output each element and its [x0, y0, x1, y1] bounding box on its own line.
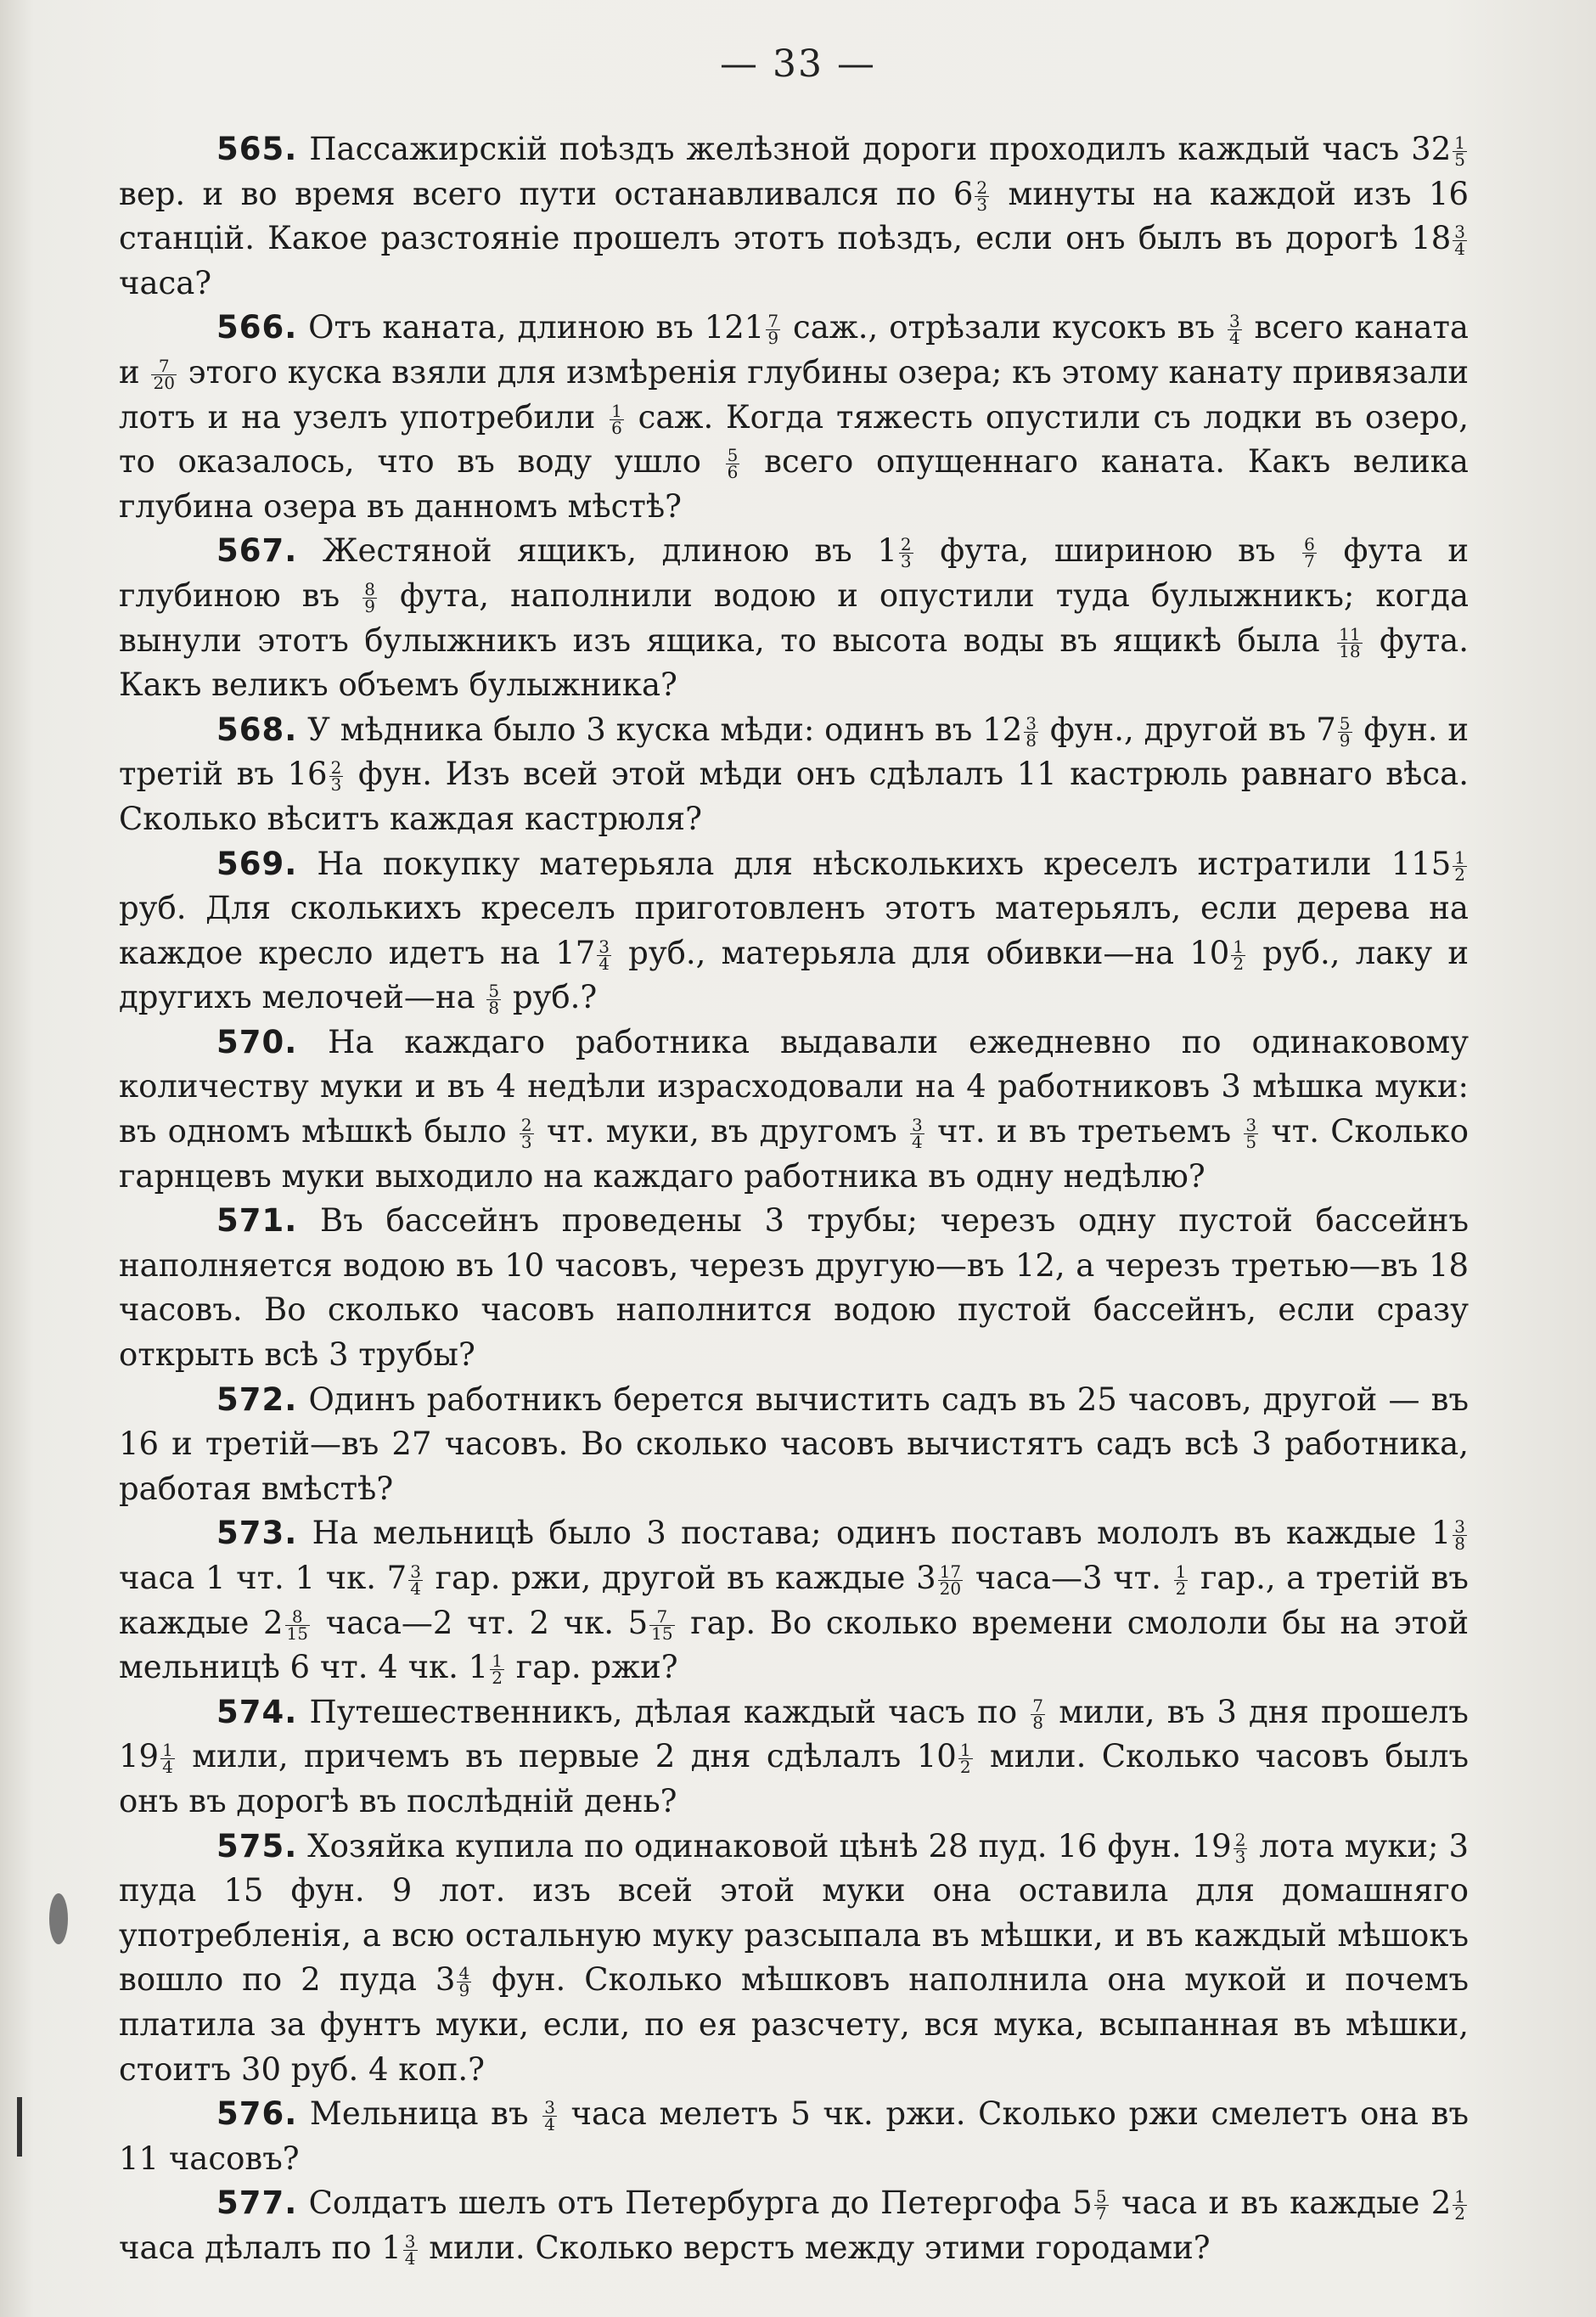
- problem-text: часа?: [119, 264, 212, 301]
- problem-text: фута. Какъ великъ объемъ булыжника?: [119, 621, 1470, 704]
- fraction: [490, 1651, 504, 1689]
- problem-567: [119, 529, 1469, 707]
- problem-text: фута, наполнили водою и опустили туда булыжникъ; когда вынули этотъ булыжникъ изъ ящика, то высота воды въ ящикѣ была: [119, 576, 1470, 659]
- problem-text: часа—3 чт.: [964, 1560, 1172, 1596]
- fraction-denominator: 4: [404, 2247, 416, 2269]
- fraction: [151, 355, 176, 393]
- fraction-numerator: 3: [410, 1561, 421, 1582]
- problem-569: [119, 842, 1469, 1021]
- problem-576: [119, 2092, 1469, 2181]
- fraction: [160, 1740, 175, 1778]
- problem-text: руб.?: [503, 979, 598, 1016]
- problem-text: вер. и во время всего пути останавливался по 6: [119, 175, 974, 212]
- problem-text: гар., а третій въ каждые 2: [119, 1560, 1469, 1641]
- fraction: [520, 1115, 534, 1153]
- problem-text: фута, шириною въ: [914, 532, 1301, 570]
- fraction: [1453, 1516, 1467, 1555]
- problem-text: саж. Когда тяжесть опустили съ лодки въ озеро, то оказалось, что въ воду ушло: [119, 398, 1469, 481]
- problem-number: 574.: [216, 1693, 298, 1730]
- fraction-denominator: 20: [153, 372, 175, 393]
- problem-text: мили. Сколько верстъ между этими городами?: [419, 2229, 1211, 2266]
- fraction: [726, 447, 740, 481]
- fraction-numerator: 3: [1454, 1516, 1465, 1538]
- fraction-denominator: 3: [900, 551, 912, 572]
- fraction-numerator: 6: [1304, 534, 1315, 555]
- fraction-numerator: 5: [1095, 2186, 1107, 2207]
- problem-text: Солдатъ шелъ отъ Петербурга до Петергофа 5: [297, 2185, 1093, 2222]
- problem-number: 576.: [216, 2095, 298, 2133]
- fraction: [649, 1606, 674, 1644]
- fraction-denominator: 9: [1339, 729, 1351, 751]
- problem-575: [119, 1825, 1469, 2093]
- fraction: [1174, 1561, 1189, 1599]
- problem-number: 570.: [216, 1023, 298, 1060]
- problem-text: лота муки; 3 пуда 15 фун. 9 лот. изъ всей этой муки она оставила для домашняго употребленія, а всю остальную муку разсыпала въ мѣшки, и въ каждый мѣшокъ вошло по 2 пуда 3: [119, 1827, 1470, 1999]
- problem-number: 571.: [216, 1202, 298, 1240]
- problem-text: Хозяйка купила по одинаковой цѣнѣ 28 пуд. 16 фун. 19: [297, 1827, 1232, 1864]
- problem-text: Жестяной ящикъ, длиною въ 1: [297, 532, 897, 570]
- fraction-numerator: 8: [364, 578, 375, 599]
- fraction-numerator: 7: [151, 358, 176, 375]
- fraction-denominator: 4: [598, 953, 610, 974]
- fraction-numerator: 1: [611, 400, 622, 421]
- fraction: [403, 2230, 418, 2269]
- problem-text: мили. Сколько часовъ былъ онъ въ дорогѣ въ послѣдній день?: [119, 1738, 1469, 1819]
- problem-number: 567.: [216, 532, 298, 570]
- fraction-numerator: 1: [1454, 132, 1465, 153]
- problem-text: руб. Для сколькихъ креселъ приготовленъ этотъ матерьялъ, если дерева на каждое кресло идетъ на 17: [119, 890, 1469, 971]
- fraction: [1094, 2186, 1109, 2224]
- fraction: [1453, 2186, 1467, 2224]
- fraction-denominator: 4: [410, 1578, 421, 1599]
- problem-565: [119, 127, 1469, 306]
- fraction-denominator: 3: [1234, 1846, 1246, 1867]
- fraction-numerator: 3: [598, 936, 610, 957]
- fraction: [1024, 712, 1038, 751]
- problem-text: минуты на каждой изъ 16 станцій. Какое разстояніе прошелъ этотъ поѣздъ, если онъ былъ въ дорогѣ 18: [119, 175, 1469, 257]
- problems-text: [119, 127, 1469, 2271]
- problem-number: 568.: [216, 711, 298, 748]
- fraction: [1244, 1115, 1258, 1153]
- fraction-denominator: 4: [912, 1132, 923, 1153]
- fraction-denominator: 3: [976, 194, 988, 215]
- fraction-denominator: 15: [651, 1622, 673, 1644]
- fraction-denominator: 15: [286, 1622, 308, 1644]
- fraction: [542, 2097, 557, 2135]
- problem-570: [119, 1021, 1469, 1199]
- fraction: [285, 1606, 310, 1644]
- fraction: [362, 578, 377, 616]
- fraction: [1453, 846, 1467, 885]
- fraction-denominator: 5: [1454, 149, 1465, 170]
- problem-text: часа 1 чт. 1 чк. 7: [119, 1560, 407, 1596]
- problem-text: чт. муки, въ другомъ: [535, 1113, 909, 1150]
- fraction: [457, 1963, 471, 2001]
- fraction-numerator: 7: [1032, 1695, 1044, 1716]
- fraction-numerator: 1: [162, 1740, 173, 1761]
- fraction-numerator: 2: [900, 534, 912, 555]
- fraction-denominator: 20: [939, 1578, 962, 1599]
- fraction-denominator: 6: [727, 462, 739, 483]
- problem-text: фута и глубиною въ: [119, 532, 1469, 614]
- fraction-numerator: 3: [1454, 222, 1465, 243]
- fraction-denominator: 8: [488, 998, 500, 1019]
- problem-number: 575.: [216, 1827, 298, 1864]
- fraction-numerator: 1: [1454, 846, 1465, 868]
- fraction: [1453, 222, 1467, 260]
- fraction-numerator: 2: [330, 757, 342, 779]
- problem-text: гар. Во сколько времени смололи бы на этой мельницѣ 6 чт. 4 чк. 1: [119, 1604, 1469, 1686]
- fraction-denominator: 4: [1454, 239, 1465, 260]
- problem-text: Путешественникъ, дѣлая каждый часъ по: [297, 1693, 1030, 1730]
- fraction-denominator: 18: [1339, 640, 1361, 661]
- problem-text: всего опущеннаго каната. Какъ велика глубина озера въ данномъ мѣстѣ?: [119, 443, 1469, 525]
- problem-text: чт. и въ третьемъ: [925, 1113, 1243, 1150]
- fraction-denominator: 5: [1245, 1132, 1257, 1153]
- fraction: [1337, 623, 1362, 661]
- fraction-denominator: 2: [1454, 863, 1465, 885]
- fraction-denominator: 4: [1228, 328, 1240, 349]
- problem-text: На покупку матерьяла для нѣсколькихъ креселъ истратили 115: [297, 845, 1452, 882]
- fraction: [597, 936, 611, 974]
- fraction-numerator: 5: [727, 445, 739, 466]
- fraction-numerator: 3: [544, 2097, 555, 2118]
- problem-text: На мельницѣ было 3 постава; одинъ поставъ мололъ въ каждые 1: [297, 1515, 1452, 1552]
- problem-text: Отъ каната, длиною въ 121: [297, 309, 765, 346]
- fraction-denominator: 8: [1026, 729, 1037, 751]
- problem-573: [119, 1511, 1469, 1690]
- fraction-denominator: 7: [1304, 551, 1315, 572]
- fraction-numerator: 17: [939, 1561, 962, 1582]
- problem-571: [119, 1199, 1469, 1377]
- problem-text: руб., лаку и другихъ мелочей—на: [119, 934, 1470, 1016]
- problem-text: часа мелетъ 5 чк. ржи. Сколько ржи смелетъ она въ 11 часовъ?: [119, 2095, 1470, 2177]
- fraction: [1338, 712, 1352, 751]
- problem-566: [119, 306, 1469, 529]
- fraction-numerator: 1: [492, 1651, 503, 1672]
- fraction-numerator: 2: [1234, 1829, 1246, 1850]
- problem-text: часа и въ каждые 2: [1110, 2185, 1452, 2222]
- fraction-denominator: 3: [330, 774, 342, 796]
- problem-text: Мельница въ: [297, 2095, 542, 2133]
- fraction-numerator: 5: [1339, 712, 1351, 734]
- problem-text: гар. ржи, другой въ каждые 3: [424, 1560, 936, 1596]
- fraction-denominator: 2: [1175, 1578, 1187, 1599]
- fraction: [958, 1740, 973, 1778]
- fraction: [938, 1561, 963, 1599]
- fraction: [975, 177, 989, 215]
- fraction-numerator: 11: [1339, 623, 1361, 644]
- fraction-numerator: 3: [1026, 712, 1037, 734]
- fraction: [610, 400, 624, 438]
- fraction: [1453, 132, 1467, 170]
- fraction-denominator: 3: [520, 1132, 532, 1153]
- fraction-numerator: 1: [959, 1740, 971, 1761]
- fraction-denominator: 8: [1032, 1712, 1044, 1733]
- fraction-numerator: 1: [1454, 2186, 1466, 2207]
- fraction-numerator: 8: [285, 1609, 310, 1626]
- problem-text: Въ бассейнъ проведены 3 трубы; черезъ одну пустой бассейнъ наполняется водою въ 10 часовъ, черезъ другую—въ 12, а черезъ третью—въ 18 часовъ. Во сколько часовъ наполнится водою пустой бассейнъ, если сразу открыть всѣ 3 трубы?: [119, 1202, 1469, 1374]
- problem-number: 569.: [216, 845, 298, 882]
- fraction-numerator: 3: [1245, 1115, 1257, 1136]
- fraction-denominator: 9: [458, 1980, 470, 2001]
- problem-text: мили, причемъ въ первые 2 дня сдѣлалъ 10: [176, 1738, 957, 1775]
- fraction-numerator: 3: [404, 2230, 416, 2252]
- fraction-numerator: 4: [458, 1963, 470, 1984]
- fraction-denominator: 9: [364, 595, 375, 616]
- fraction: [1231, 936, 1245, 974]
- margin-mark: [49, 1893, 68, 1944]
- problem-number: 572.: [216, 1381, 298, 1418]
- problem-577: [119, 2181, 1469, 2270]
- problem-text: фун. и третій въ 16: [119, 711, 1470, 793]
- fraction: [1031, 1695, 1045, 1733]
- problem-text: фун., другой въ 7: [1039, 711, 1336, 748]
- fraction: [1228, 311, 1242, 349]
- problem-text: гар. ржи?: [505, 1649, 678, 1686]
- fraction: [910, 1115, 924, 1153]
- problem-number: 577.: [216, 2185, 298, 2222]
- fraction-denominator: 2: [492, 1667, 503, 1689]
- problem-text: Пассажирскій поѣздъ желѣзной дороги проходилъ каждый часъ 32: [297, 131, 1452, 167]
- problem-text: Одинъ работникъ берется вычистить садъ въ 25 часовъ, другой — въ 16 и третій—въ 27 часовъ. Во сколько часовъ вычистятъ садъ всѣ 3 работника, работая вмѣстѣ?: [119, 1381, 1469, 1507]
- problem-text: всего каната и: [119, 309, 1469, 391]
- problem-574: [119, 1690, 1469, 1825]
- problem-text: У мѣдника было 3 куска мѣди: одинъ въ 12: [297, 711, 1023, 748]
- fraction-denominator: 4: [544, 2114, 555, 2135]
- fraction: [486, 981, 501, 1019]
- fraction: [766, 311, 780, 349]
- fraction: [408, 1561, 423, 1599]
- fraction-denominator: 7: [1095, 2203, 1107, 2224]
- problem-text: этого куска взяли для измѣренія глубины озера; къ этому канату привязали лотъ и на узелъ употребили: [119, 353, 1469, 436]
- problem-572: [119, 1378, 1469, 1512]
- problem-text: часа дѣлалъ по 1: [119, 2229, 402, 2266]
- problem-text: фун. Сколько мѣшковъ наполнила она мукой и почемъ платила за фунтъ муки, если, по ея разсчету, вся мука, всыпанная въ мѣшки, стоитъ 30 руб. 4 коп.?: [119, 1961, 1469, 2088]
- fraction-denominator: 2: [959, 1757, 971, 1778]
- fraction-denominator: 8: [1454, 1533, 1465, 1555]
- fraction-numerator: 3: [1228, 311, 1240, 332]
- fraction: [1302, 534, 1317, 572]
- fraction-numerator: 2: [976, 177, 988, 198]
- problem-number: 566.: [216, 309, 298, 346]
- margin-mark: [17, 2097, 22, 2157]
- fraction: [1234, 1829, 1248, 1867]
- fraction-denominator: 9: [767, 328, 779, 349]
- fraction-denominator: 2: [1454, 2203, 1466, 2224]
- problem-text: На каждаго работника выдавали ежедневно по одинаковому количеству муки и въ 4 недѣли израсходовали на 4 работниковъ 3 мѣшка муки: въ одномъ мѣшкѣ было: [119, 1023, 1469, 1150]
- fraction-numerator: 7: [767, 311, 779, 332]
- fraction-numerator: 7: [649, 1609, 674, 1626]
- fraction-numerator: 5: [488, 981, 500, 1002]
- problem-text: саж., отрѣзали кусокъ въ: [782, 309, 1226, 346]
- problem-text: часа—2 чт. 2 чк. 5: [311, 1604, 649, 1641]
- fraction-numerator: 2: [520, 1115, 532, 1136]
- fraction: [329, 757, 344, 796]
- fraction-denominator: 6: [611, 417, 622, 438]
- fraction-denominator: 4: [162, 1757, 173, 1778]
- problem-text: фун. Изъ всей этой мѣди онъ сдѣлалъ 11 кастрюль равнаго вѣса. Сколько вѣситъ каждая кастрюля?: [119, 756, 1469, 837]
- page-number: — 33 —: [720, 42, 876, 86]
- fraction-numerator: 3: [912, 1115, 923, 1136]
- problem-text: руб., матерьяла для обивки—на 10: [613, 934, 1230, 971]
- fraction-numerator: 1: [1175, 1561, 1187, 1582]
- problem-number: 573.: [216, 1515, 298, 1552]
- problem-text: чт. Сколько гарнцевъ муки выходило на каждаго работника въ одну недѣлю?: [119, 1113, 1469, 1195]
- fraction-numerator: 1: [1233, 936, 1245, 957]
- fraction-denominator: 2: [1233, 953, 1245, 974]
- problem-568: [119, 708, 1469, 842]
- problem-text: мили, въ 3 дня прошелъ 19: [119, 1693, 1469, 1775]
- problem-number: 565.: [216, 131, 298, 167]
- fraction: [899, 534, 913, 572]
